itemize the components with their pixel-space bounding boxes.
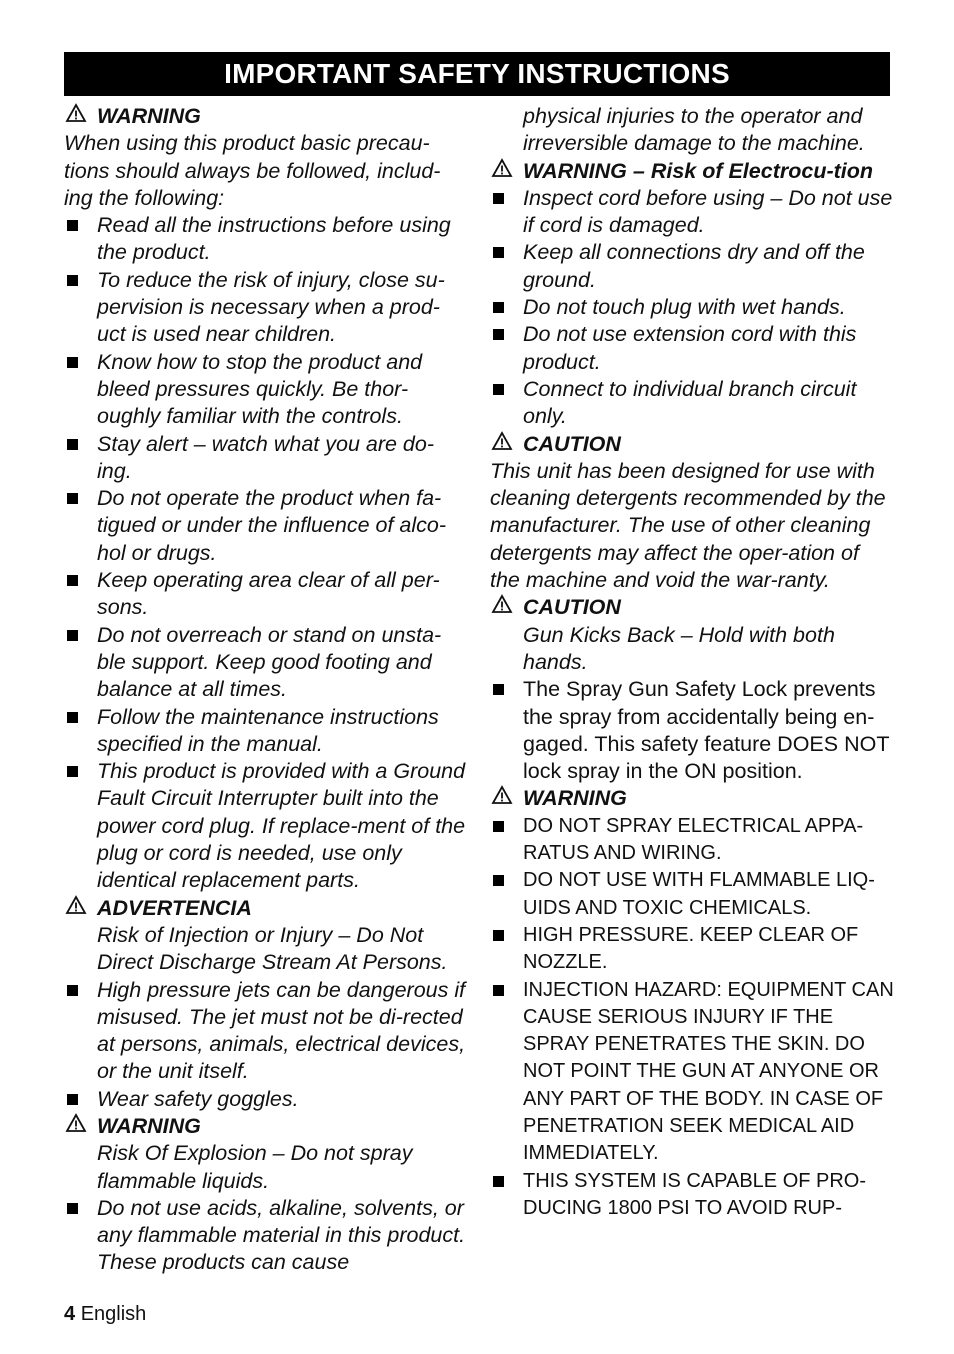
warning-heading [64, 895, 468, 922]
list-item [490, 321, 894, 376]
warning-triangle-icon [65, 103, 87, 130]
square-bullet-icon [67, 493, 78, 504]
page-footer [64, 1303, 146, 1326]
list-item [64, 1195, 468, 1277]
list-item [490, 922, 894, 977]
list-item-text: Do not touch plug with wet hands. [523, 295, 846, 320]
warning-heading [64, 1113, 468, 1140]
list-item [64, 267, 468, 349]
list-item [490, 676, 894, 785]
list-item [64, 485, 468, 567]
warning-heading-text: WARNING [523, 786, 627, 811]
warning-heading-text: ADVERTENCIA [97, 895, 252, 920]
square-bullet-icon [493, 384, 504, 395]
square-bullet-icon [67, 630, 78, 641]
square-bullet-icon [493, 302, 504, 313]
warning-heading [490, 785, 894, 812]
list-item-text: Keep operating area clear of all per-sons. [97, 568, 440, 620]
square-bullet-icon [67, 766, 78, 777]
list-item-text: Do not overreach or stand on unsta-ble support. Keep good footing and balance at all times. [97, 622, 442, 702]
list-item-text: Follow the maintenance instructions specified in the manual. [97, 704, 439, 756]
page-language: English [80, 1303, 147, 1325]
list-item-text: Know how to stop the product and bleed pressures quickly. Be thor-oughly familiar with the controls. [97, 349, 423, 429]
list-item [64, 977, 468, 1086]
warning-triangle-icon [491, 158, 513, 185]
list-item [64, 349, 468, 431]
warning-heading-text: WARNING [97, 1113, 201, 1138]
warning-triangle-icon [491, 785, 513, 812]
list-item [490, 294, 894, 321]
list-item [64, 622, 468, 704]
square-bullet-icon [493, 329, 504, 340]
list-item-text: Read all the instructions before using the product. [97, 213, 451, 265]
list-item [64, 567, 468, 622]
paragraph: When using this product basic precau-tions should always be followed, includ-ing the following: [64, 131, 441, 210]
square-bullet-icon [67, 712, 78, 723]
list-item [490, 1168, 894, 1223]
list-item [64, 212, 468, 267]
square-bullet-icon [67, 1203, 78, 1214]
warning-triangle-icon [65, 1113, 87, 1140]
page-number: 4 [64, 1303, 76, 1325]
square-bullet-icon [67, 275, 78, 286]
left-column [64, 103, 468, 1277]
list-item [490, 376, 894, 431]
list-item-text: THIS SYSTEM IS CAPABLE OF PRO-DUCING 1800 PSI TO AVOID RUP- [523, 1169, 867, 1219]
list-item-text: To reduce the risk of injury, close su-pervision is necessary when a prod-uct is used near children. [97, 267, 445, 347]
list-item-text: High pressure jets can be dangerous if misused. The jet must not be di-rected at persons, animals, electrical devices, or the unit itself. [97, 977, 466, 1084]
warning-heading [490, 158, 894, 185]
square-bullet-icon [493, 875, 504, 886]
list-item-text: The Spray Gun Safety Lock prevents the spray from accidentally being en-gaged. This safety feature DOES NOT lock spray in the ON position. [523, 677, 890, 784]
indented-paragraph: Gun Kicks Back – Hold with both hands. [523, 622, 835, 674]
warning-triangle-icon [65, 895, 87, 922]
list-item-text: Inspect cord before using – Do not use if cord is damaged. [523, 185, 893, 238]
warning-triangle-icon [491, 594, 513, 621]
paragraph: This unit has been designed for use with cleaning detergents recommended by the manufacturer. The use of other cleaning detergents may affect the oper-ation of the machine and void the war-ranty. [490, 458, 886, 593]
right-column [490, 103, 894, 1222]
square-bullet-icon [67, 1094, 78, 1105]
list-item [490, 867, 894, 922]
square-bullet-icon [493, 193, 504, 204]
list-item-text: Do not use extension cord with this product. [523, 322, 857, 374]
list-item-text: DO NOT USE WITH FLAMMABLE LIQ-UIDS AND TOXIC CHEMICALS. [523, 869, 875, 919]
square-bullet-icon [67, 220, 78, 231]
warning-heading-text: CAUTION [523, 431, 621, 456]
indented-paragraph: Risk of Injection or Injury – Do Not Direct Discharge Stream At Persons. [97, 922, 448, 975]
list-item [64, 758, 468, 894]
list-item [490, 977, 894, 1168]
indented-paragraph: Risk Of Explosion – Do not spray flammable liquids. [97, 1141, 413, 1193]
warning-heading-text: WARNING [97, 104, 201, 128]
list-item-text: Connect to individual branch circuit only. [523, 376, 857, 429]
square-bullet-icon [493, 930, 504, 941]
warning-triangle-icon [491, 431, 513, 458]
list-item-text: HIGH PRESSURE. KEEP CLEAR OF NOZZLE. [523, 923, 859, 974]
list-item [490, 239, 894, 294]
list-item [490, 813, 894, 868]
page-title: IMPORTANT SAFETY INSTRUCTIONS [64, 52, 890, 96]
indented-paragraph: physical injuries to the operator and irreversible damage to the machine. [523, 104, 865, 156]
warning-heading [490, 594, 894, 621]
warning-heading [490, 431, 894, 458]
list-item [64, 704, 468, 759]
warning-heading-text: CAUTION [523, 595, 621, 620]
list-item [490, 185, 894, 240]
square-bullet-icon [67, 439, 78, 450]
list-item-text: INJECTION HAZARD: EQUIPMENT CAN CAUSE SERIOUS INJURY IF THE SPRAY PENETRATES THE SKIN. DO NOT POINT THE GUN AT ANYONE OR ANY PART OF THE BODY. IN CASE OF PENETRATION SEEK MEDICAL AID IMMEDIATELY. [523, 978, 894, 1165]
square-bullet-icon [493, 247, 504, 258]
square-bullet-icon [67, 575, 78, 586]
list-item-text: Wear safety goggles. [97, 1086, 299, 1111]
square-bullet-icon [493, 1176, 504, 1187]
list-item-text: DO NOT SPRAY ELECTRICAL APPA-RATUS AND WIRING. [523, 814, 864, 865]
square-bullet-icon [493, 821, 504, 832]
list-item-text: Do not use acids, alkaline, solvents, or any flammable material in this product. These products can cause [97, 1195, 466, 1275]
list-item-text: This product is provided with a Ground Fault Circuit Interrupter built into the power cord plug. If replace-ment of the plug or cord is needed, use only identical replacement parts. [97, 759, 466, 893]
list-item [64, 431, 468, 486]
warning-heading [64, 103, 468, 130]
list-item [64, 1086, 468, 1113]
square-bullet-icon [67, 357, 78, 368]
list-item-text: Keep all connections dry and off the ground. [523, 240, 865, 292]
list-item-text: Do not operate the product when fa-tigued or under the influence of alco-hol or drugs. [97, 486, 447, 565]
warning-heading-text: WARNING – Risk of Electrocu-tion [523, 158, 874, 183]
list-item-text: Stay alert – watch what you are do-ing. [97, 431, 435, 483]
square-bullet-icon [67, 985, 78, 996]
square-bullet-icon [493, 684, 504, 695]
square-bullet-icon [493, 985, 504, 996]
